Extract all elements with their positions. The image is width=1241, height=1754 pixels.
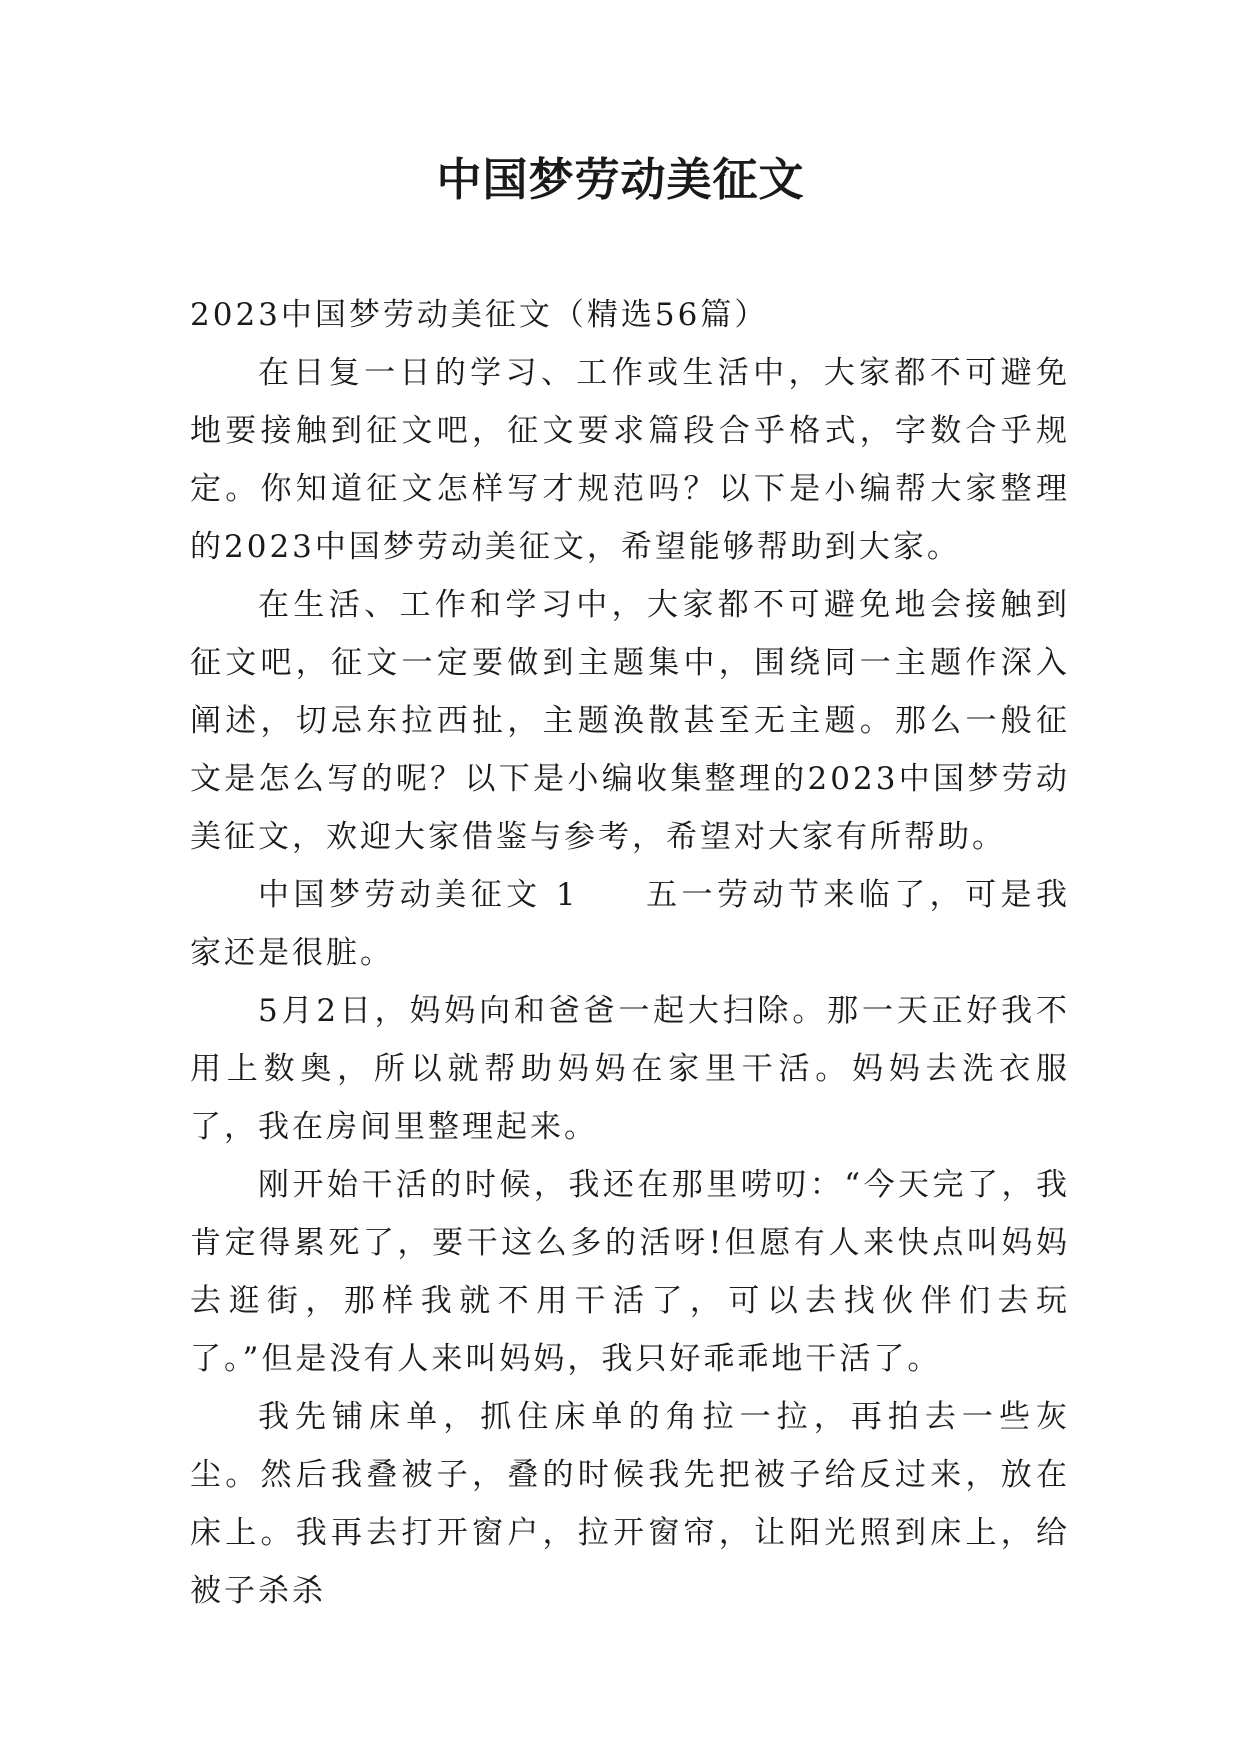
section-heading: 中国梦劳动美征文 1 <box>258 877 579 913</box>
story-paragraph-1: 5月2日，妈妈向和爸爸一起大扫除。那一天正好我不用上数奥，所以就帮助妈妈在家里干活。妈妈去洗衣服了，我在房间里整理起来。 <box>190 993 1070 1145</box>
section-lead: 五一劳动节来临了，可是我家还是很脏。 <box>190 877 1071 971</box>
intro-paragraph-2: 在生活、工作和学习中，大家都不可避免地会接触到征文吧，征文一定要做到主题集中，围绕同一主题作深入阐述，切忌东拉西扯，主题涣散甚至无主题。那么一般征文是怎么写的呢？以下是小编收集整理的2023中国梦劳动美征文，欢迎大家借鉴与参考，希望对大家有所帮助。 <box>190 587 1070 855</box>
document-title: 中国梦劳动美征文 <box>436 153 805 206</box>
story-paragraph-2: 刚开始干活的时候，我还在那里唠叨：“今天完了，我肯定得累死了，要干这么多的活呀!但愿有人来快点叫妈妈去逛街，那样我就不用干活了，可以去找伙伴们去玩了。”但是没有人来叫妈妈，我只好乖乖地干活了。 <box>190 1167 1070 1377</box>
intro-paragraph-1: 在日复一日的学习、工作或生活中，大家都不可避免地要接触到征文吧，征文要求篇段合乎格式，字数合乎规定。你知道征文怎样写才规范吗？以下是小编帮大家整理的2023中国梦劳动美征文，希望能够帮助到大家。 <box>190 355 1070 565</box>
document-body <box>190 286 1070 1620</box>
story-paragraph-3: 我先铺床单，抓住床单的角拉一拉，再拍去一些灰尘。然后我叠被子，叠的时候我先把被子给反过来，放在床上。我再去打开窗户，拉开窗帘，让阳光照到床上，给被子杀杀 <box>190 1399 1070 1609</box>
section-opening <box>190 866 1070 982</box>
document-subtitle: 2023中国梦劳动美征文（精选56篇） <box>190 297 769 333</box>
